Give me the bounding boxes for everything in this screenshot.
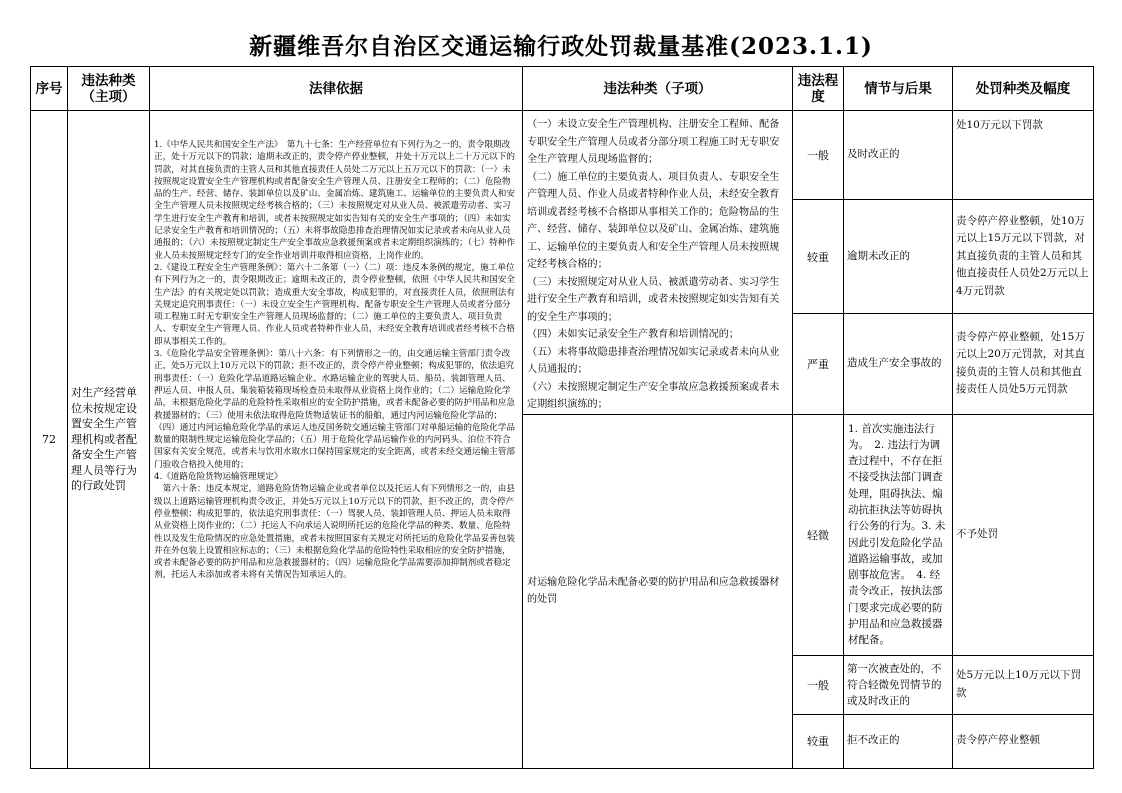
page-title: 新疆维吾尔自治区交通运输行政处罚裁量基准(2023.1.1): [249, 33, 873, 60]
legal-basis-para: 第六十条：违反本规定，道路危险货物运输企业或者单位以及托运人有下列情形之一的，由县级以上道路运输管理机构责令改正，并处5万元以上10万元以下的罚款，拒不改正的，责令停产停业整顿；构成犯罪的，依法追究刑事责任：（一）驾驶人员、装卸管理人员、押运人员未取得从业资格上岗作业的；（二）托运人不向承运人说明所托运的危险化学品的种类、数量、危险特性以及发生危险情况的应急处置措施，或者未按照国家有关规定对所托运的危险化学品妥善包装并在外包装上设置相应标志的；（三）未根据危险化学品的危险特性采取相应的安全防护措施，或者未配备必要的防护用品和应急救援器材的；（四）运输危险化学品需要添加抑制剂或者稳定剂，托运人未添加或者未将有关情况告知承运人的。: [154, 484, 515, 581]
circumstance-cell: 拒不改正的: [844, 714, 953, 768]
legal-basis-cell: [150, 111, 523, 769]
degree-cell: 一般: [793, 111, 844, 200]
degree-cell: 一般: [793, 655, 844, 714]
header-circumstance: 情节与后果: [844, 67, 953, 111]
legal-basis-para: 1.《中华人民共和国安全生产法》 第九十七条：生产经营单位有下列行为之一的，责令限期改正，处十万元以下的罚款；逾期未改正的，责令停产停业整顿，并处十万元以上二十万元以下的罚款，对其直接负责的主管人员和其他直接责任人员处二万元以上五万元以下的罚款：（一）未按照规定设置安全生产管理机构或者配备安全生产管理人员、注册安全工程师的；（二）危险物品的生产、经营、储存、装卸单位以及矿山、金属冶炼、建筑施工、运输单位的主要负责人和安全生产管理人员未按照规定经考核合格的；（三）未按照规定对从业人员、被派遣劳动者、实习学生进行安全生产教育和培训，或者未按照规定如实告知有关的安全生产事项的；（四）未如实记录安全生产教育和培训情况的；（五）未将事故隐患排查治理情况如实记录或者未向从业人员通报的；（六）未按照规定制定生产安全事故应急救援预案或者未定期组织演练的；（七）特种作业人员未按照规定经专门的安全作业培训并取得相应资格，上岗作业的。: [154, 140, 515, 261]
penalty-cell: 处10万元以下罚款: [953, 111, 1094, 200]
sub-type-item: （二）施工单位的主要负责人、项目负责人、专职安全生产管理人员、作业人员或者特种作业人员，未经安全教育培训或者经考核不合格即从事相关工作的；危险物品的生产、经营、储存、装卸单位以及矿山、金属冶炼、建筑施工、运输单位的主要负责人和安全生产管理人员未按照规定经考核合格的；: [527, 171, 780, 270]
circumstance-cell: 及时改正的: [844, 111, 953, 200]
degree-cell: 轻微: [793, 414, 844, 655]
seq-cell: 72: [31, 111, 68, 769]
sub-type-item: （四）未如实记录安全生产教育和培训情况的；: [527, 329, 739, 340]
penalty-cell: 处5万元以上10万元以下罚款: [953, 655, 1094, 714]
sub-type-item: （五）未将事故隐患排查治理情况如实记录或者未向从业人员通报的；: [527, 346, 780, 375]
degree-cell: 较重: [793, 714, 844, 768]
circumstance-cell: 逾期未改正的: [844, 199, 953, 314]
legal-basis-para: 3.《危险化学品安全管理条例》：第八十六条：有下列情形之一的，由交通运输主管部门责令改正，处5万元以上10万元以下的罚款；拒不改正的，责令停产停业整顿；构成犯罪的，依法追究刑事责任：（一）危险化学品道路运输企业、水路运输企业的驾驶人员、船员、装卸管理人员、押运人员、申报人员、集装箱装箱现场检查员未取得从业资格上岗作业的；（二）运输危险化学品，未根据危险化学品的危险特性采取相应的安全防护措施，或者未配备必要的防护用品和应急救援器材的；（三）使用未依法取得危险货物适装证书的船舶，通过内河运输危险化学品的；（四）通过内河运输危险化学品的承运人违反国务院交通运输主管部门对单船运输的危险化学品数量的限制性规定运输危险化学品的；（五）用于危险化学品运输作业的内河码头、泊位不符合国家有关安全规范，或者未与饮用水取水口保持国家规定的安全距离，或者未经交通运输主管部门验收合格投入使用的；: [154, 349, 515, 470]
legal-basis-para: 2.《建设工程安全生产管理条例》：第六十二条第（一）（二）项：违反本条例的规定，施工单位有下列行为之一的，责令限期改正；逾期未改正的，责令停业整顿，依照《中华人民共和国安全生产法》的有关规定处以罚款；造成重大安全事故，构成犯罪的，对直接责任人员，依照刑法有关规定追究刑事责任：（一）未设立安全生产管理机构、配备专职安全生产管理人员或者分部分项工程施工时无专职安全生产管理人员现场监督的；（二）施工单位的主要负责人、项目负责人、专职安全生产管理人员、作业人员或者特种作业人员，未经安全教育培训或者经考核不合格即从事相关工作的。: [154, 262, 515, 347]
sub-type-cell-1: [523, 111, 793, 415]
header-sub-type: 违法种类（子项）: [523, 67, 793, 111]
penalty-table: [30, 66, 1094, 769]
legal-basis-para: 4.《道路危险货物运输管理规定》: [154, 472, 283, 483]
circumstance-cell: 第一次被查处的，不符合轻微免罚情节的或及时改正的: [844, 655, 953, 714]
header-penalty: 处罚种类及幅度: [953, 67, 1094, 111]
table-row: [31, 111, 1094, 200]
header-main-type: 违法种类（主项）: [68, 67, 150, 111]
header-row: [31, 67, 1094, 111]
header-seq: 序号: [31, 67, 68, 111]
degree-cell: 较重: [793, 199, 844, 314]
circumstance-cell: 1. 首次实施违法行为。 2. 违法行为调查过程中，不存在拒不接受执法部门调查处理，阻碍执法、煽动抗拒执法等妨碍执行公务的行为。3. 未因此引发危险化学品道路运输事故，或加剧事故危害。 4. 经责令改正，按执法部门要求完成必要的防护用品和应急救援器材配备。: [844, 414, 953, 655]
main-type-cell: 对生产经营单位未按规定设置安全生产管理机构或者配备安全生产管理人员等行为的行政处罚: [68, 111, 150, 769]
header-legal-basis: 法律依据: [150, 67, 523, 111]
penalty-cell: 责令停产停业整顿: [953, 714, 1094, 768]
sub-type-item: （六）未按照规定制定生产安全事故应急救援预案或者未定期组织演练的；: [527, 381, 780, 410]
sub-type-item: （三）未按照规定对从业人员、被派遣劳动者、实习学生进行安全生产教育和培训，或者未按照规定如实告知有关的安全生产事项的；: [527, 276, 780, 323]
header-degree: 违法程度: [793, 67, 844, 111]
penalty-cell: 不予处罚: [953, 414, 1094, 655]
circumstance-cell: 造成生产安全事故的: [844, 314, 953, 414]
degree-cell: 严重: [793, 314, 844, 414]
penalty-cell: 责令停产停业整顿，处15万元以上20万元罚款，对其直接负责的主管人员和其他直接责任人员处5万元罚款: [953, 314, 1094, 414]
sub-type-cell-2: 对运输危险化学品未配备必要的防护用品和应急救援器材的处罚: [523, 414, 793, 768]
sub-type-item: （一）未设立安全生产管理机构、注册安全工程师、配备专职安全生产管理人员或者分部分项工程施工时无专职安全生产管理人员现场监督的；: [527, 119, 780, 165]
penalty-cell: 责令停产停业整顿，处10万元以上15万元以下罚款，对其直接负责的主管人员和其他直接责任人员处2万元以上4万元罚款: [953, 199, 1094, 314]
